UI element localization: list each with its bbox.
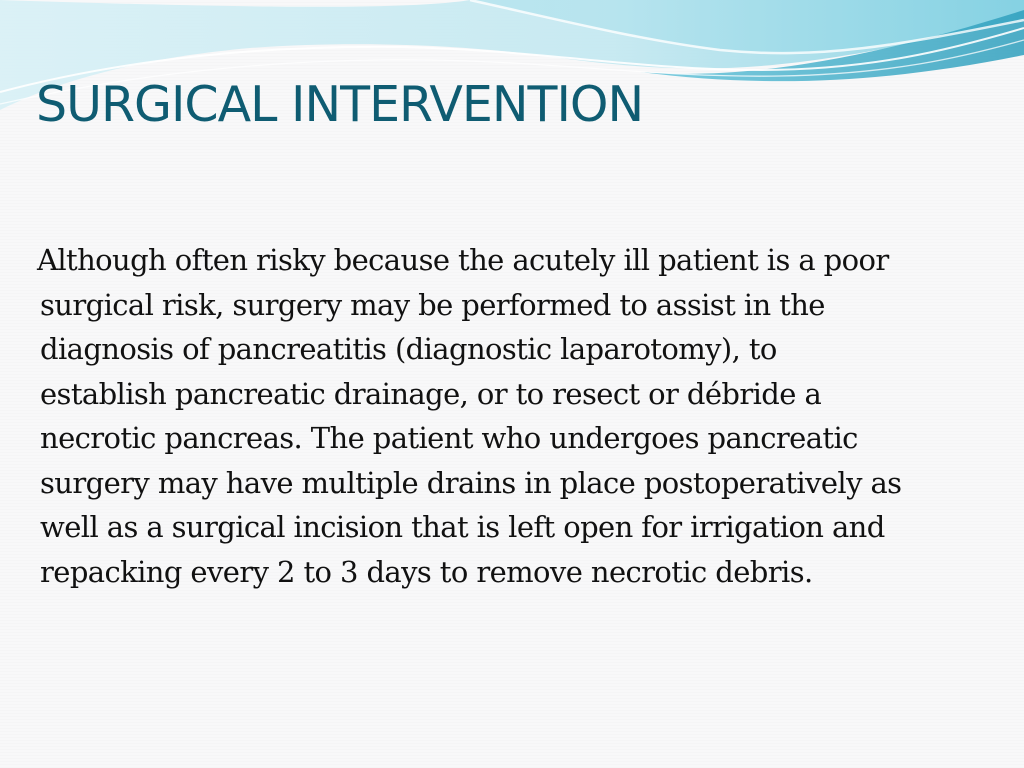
paragraph-line: repacking every 2 to 3 days to remove necrotic debris.: [40, 554, 813, 589]
paragraph-line: surgical risk, surgery may be performed to assist in the: [40, 287, 825, 322]
slide-paragraph: [37, 238, 1000, 594]
paragraph-line: diagnosis of pancreatitis (diagnostic laparotomy), to: [40, 332, 777, 366]
paragraph-line: well as a surgical incision that is left open for irrigation and: [40, 510, 885, 544]
paragraph-line: Although often risky because the acutely ill patient is a poor: [37, 243, 889, 277]
paragraph-line: necrotic pancreas. The patient who undergoes pancreatic: [40, 421, 858, 455]
slide-title: SURGICAL INTERVENTION: [36, 76, 644, 133]
paragraph-line: surgery may have multiple drains in place postoperatively as: [40, 465, 902, 500]
paragraph-line: establish pancreatic drainage, or to resect or débride a: [40, 376, 822, 411]
